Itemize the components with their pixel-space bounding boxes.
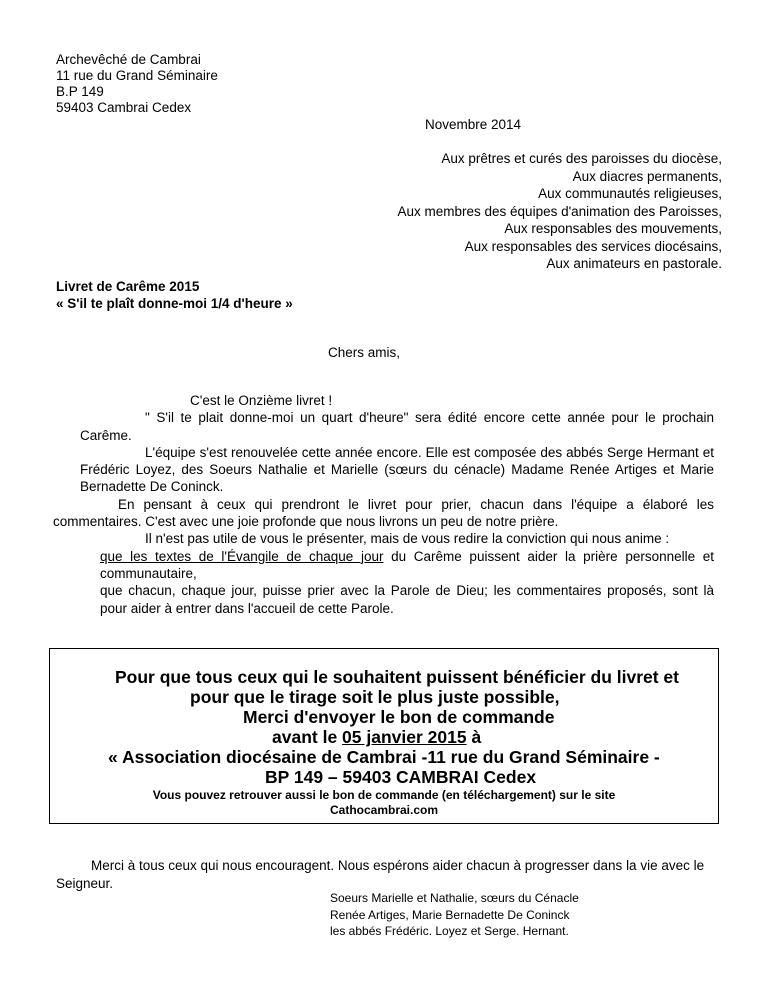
body-paragraph: " S'il te plait donne-moi un quart d'heure" sera édité encore cette année pour le prochain Carême. [80, 410, 714, 443]
body-paragraph: C'est le Onzième livret ! [190, 393, 333, 408]
body-paragraph: L'équipe s'est renouvelée cette année encore. Elle est composée des abbés Serge Hermant et Frédéric Loyez, des Soeurs Nathalie et Marielle (sœurs du cénacle) Madame Renée Artiges et Marie Bernadette De Coninck. [80, 444, 714, 495]
letter-subject [56, 278, 293, 312]
closing-text: Merci à tous ceux qui nous encouragent. Nous espérons aider chacun à progresser dans la vie avec le Seigneur. [56, 858, 705, 891]
notice-download-info: Vous pouvez retrouver aussi le bon de commande (en téléchargement) sur le site [152, 788, 616, 802]
sender-line: 59403 Cambrai Cedex [56, 100, 192, 115]
order-notice-box [49, 648, 719, 824]
notice-line: Pour que tous ceux qui le souhaitent puissent bénéficier du livret et [115, 667, 679, 687]
sender-address [56, 52, 218, 116]
notice-line: pour que le tirage soit le plus juste possible, [190, 687, 560, 707]
signature-line: les abbés Frédéric. Loyez et Serge. Hernant. [330, 924, 569, 938]
body-paragraph: que chacun, chaque jour, puisse prier avec la Parole de Dieu; les commentaires proposés, sont là pour aider à entrer dans l'accueil de cette Parole. [100, 583, 714, 616]
recipients-list [398, 150, 723, 273]
body-paragraph: En pensant à ceux qui prendront le livret pour prier, chacun dans l'équipe a élaboré les commentaires. C'est avec une joie profonde que nous livrons un peu de notre prière. [53, 496, 714, 530]
notice-deadline [272, 727, 481, 747]
notice-text: avant le [272, 727, 343, 747]
deadline-date: 05 janvier 2015 [342, 727, 467, 747]
gospel-emphasis: que les textes de l'Évangile de chaque jour [100, 548, 384, 564]
recipient-line: Aux diacres permanents, [572, 168, 722, 184]
sender-line: 11 rue du Grand Séminaire [56, 68, 218, 83]
notice-address: « Association diocésaine de Cambrai -11 rue du Grand Séminaire - [108, 747, 660, 767]
subject-title: Livret de Carême 2015 [56, 279, 200, 294]
body-paragraph [80, 548, 714, 583]
notice-line: Merci d'envoyer le bon de commande [243, 707, 555, 727]
subject-booklet-name: « S'il te plaît donne-moi 1/4 d'heure » [56, 296, 293, 311]
closing-paragraph [56, 857, 716, 892]
sender-line: Archevêché de Cambrai [56, 52, 201, 67]
body-paragraph: Il n'est pas utile de vous le présenter, mais de vous redire la conviction qui nous anime : [145, 531, 670, 547]
signature-block [330, 890, 579, 940]
notice-text: à [466, 727, 482, 747]
letter-body [53, 392, 715, 617]
recipient-line: Aux animateurs en pastorale. [546, 256, 722, 271]
sender-line: B.P 149 [56, 84, 104, 99]
letter-date: Novembre 2014 [425, 117, 522, 132]
greeting: Chers amis, [328, 345, 401, 360]
body-text: du Carême puissent aider la prière personnelle et communautaire, [100, 548, 715, 581]
signature-line: Renée Artiges, Marie Bernadette De Coninck [330, 907, 570, 922]
notice-website: Cathocambrai.com [329, 803, 439, 817]
recipient-line: Aux prêtres et curés des paroisses du diocèse, [441, 151, 722, 166]
recipient-line: Aux membres des équipes d'animation des Paroisses, [397, 203, 722, 219]
signature-line: Soeurs Marielle et Nathalie, sœurs du Cénacle [330, 891, 579, 905]
recipient-line: Aux communautés religieuses, [538, 186, 722, 201]
notice-address: BP 149 – 59403 CAMBRAI Cedex [265, 767, 537, 787]
recipient-line: Aux responsables des mouvements, [504, 221, 722, 236]
recipient-line: Aux responsables des services diocésains, [464, 238, 722, 254]
